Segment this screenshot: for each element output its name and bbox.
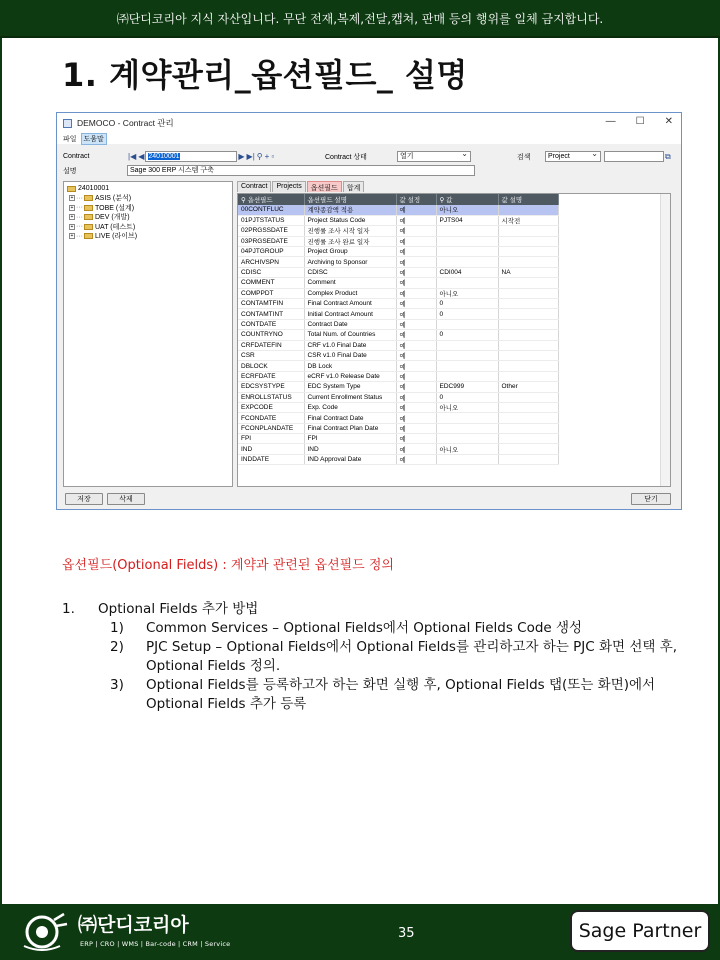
table-row[interactable] <box>238 454 558 464</box>
table-cell[interactable]: 02PRGSSDATE <box>238 226 304 236</box>
table-cell[interactable]: CDI004 <box>436 267 498 277</box>
table-row[interactable] <box>238 434 558 444</box>
table-cell[interactable]: INDDATE <box>238 454 304 464</box>
app-icon <box>63 119 72 128</box>
table-cell[interactable]: 0 <box>436 309 498 319</box>
brand-name: ㈜단디코리아 <box>78 914 189 936</box>
delete-button[interactable]: 삭제 <box>107 493 145 505</box>
steps-list <box>62 600 692 714</box>
table-cell[interactable]: 예 <box>396 226 436 236</box>
table-cell[interactable]: Archiving to Sponsor <box>304 257 396 267</box>
desc-row <box>63 165 475 176</box>
expand-icon[interactable]: + <box>70 214 74 221</box>
tree-item[interactable]: + ··· LIVE (라이브) <box>70 232 138 241</box>
table-cell[interactable]: DBLOCK <box>238 361 304 371</box>
table-cell[interactable]: 예 <box>396 392 436 402</box>
brand-logo-icon <box>20 910 70 954</box>
table-cell[interactable] <box>498 454 558 464</box>
table-cell[interactable]: 아니오 <box>436 205 498 215</box>
sub-step <box>110 619 692 638</box>
table-cell[interactable]: 예 <box>396 309 436 319</box>
table-row[interactable] <box>238 215 558 225</box>
table-cell[interactable]: PJTS04 <box>436 215 498 225</box>
desc-label: 설명 <box>63 167 77 175</box>
table-row[interactable] <box>238 278 558 288</box>
brand-tagline: ERP | CRO | WMS | Bar-code | CRM | Service <box>80 940 231 948</box>
table-cell[interactable]: Total Num. of Countries <box>304 330 396 340</box>
table-row[interactable] <box>238 350 558 360</box>
notice-text: ㈜단디코리아 지식 자산입니다. 무단 전재,복제,전달,캡쳐, 판매 등의 행위를 일체 금지합니다. <box>116 11 604 26</box>
tree-item-label: LIVE (라이브) <box>95 233 138 241</box>
table-cell[interactable]: EDC999 <box>436 382 498 392</box>
table-row[interactable] <box>238 309 558 319</box>
step-main <box>62 600 692 619</box>
table-cell[interactable] <box>498 361 558 371</box>
table-cell[interactable] <box>436 278 498 288</box>
table-cell[interactable] <box>498 319 558 329</box>
table-cell[interactable] <box>498 402 558 412</box>
table-cell[interactable]: 예 <box>396 340 436 350</box>
window-titlebar <box>57 113 681 133</box>
header-value-desc[interactable]: 값 설명 <box>498 194 558 205</box>
table-cell[interactable]: 00CONTFLUC <box>238 205 304 215</box>
table-cell[interactable] <box>498 330 558 340</box>
finder-icon[interactable]: ⚲ <box>256 152 263 161</box>
step-text: Optional Fields 추가 방법 <box>98 601 259 617</box>
table-cell[interactable]: CONTAMTINT <box>238 309 304 319</box>
table-cell[interactable]: Final Contract Plan Date <box>304 423 396 433</box>
header-value[interactable]: ⚲ 값 <box>436 194 498 205</box>
table-cell[interactable]: Current Enrollment Status <box>304 392 396 402</box>
table-cell[interactable]: 진행률 조사 완료 일자 <box>304 236 396 246</box>
table-row[interactable] <box>238 267 558 277</box>
table-cell[interactable] <box>436 257 498 267</box>
table-cell[interactable]: FPI <box>304 434 396 444</box>
table-cell[interactable]: 예 <box>396 361 436 371</box>
table-cell[interactable]: Complex Product <box>304 288 396 298</box>
table-cell[interactable]: 예 <box>396 319 436 329</box>
table-cell[interactable]: 예 <box>396 330 436 340</box>
tree-item-label: TOBE (설계) <box>95 204 135 212</box>
table-cell[interactable]: Final Contract Date <box>304 413 396 423</box>
tree-item[interactable]: + ··· UAT (테스트) <box>70 223 136 231</box>
table-cell[interactable] <box>498 413 558 423</box>
table-cell[interactable]: 계약종감액 적용 <box>304 205 396 215</box>
search-label: 검색 <box>517 153 531 161</box>
tab-optional-fields[interactable]: 옵션필드 <box>307 181 342 192</box>
window-title: DEMOCO - Contract 관리 <box>77 118 174 128</box>
table-cell[interactable]: FCONPLANDATE <box>238 423 304 433</box>
table-cell[interactable]: 예 <box>396 413 436 423</box>
table-cell[interactable]: Final Contract Amount <box>304 299 396 309</box>
table-cell[interactable]: COMPPDT <box>238 288 304 298</box>
table-cell[interactable] <box>436 236 498 246</box>
table-cell[interactable]: eCRF v1.0 Release Date <box>304 371 396 381</box>
contract-row <box>63 151 275 162</box>
header-value-set[interactable]: 값 설정 <box>396 194 436 205</box>
menubar <box>57 133 681 144</box>
sage-partner-badge: Sage Partner <box>570 910 710 952</box>
prev-record-icon[interactable]: ◀ <box>138 152 145 161</box>
table-cell[interactable]: 시작전 <box>498 215 558 225</box>
table-cell[interactable]: IND <box>238 444 304 454</box>
close-button[interactable]: 닫기 <box>631 493 671 505</box>
expand-icon[interactable]: + <box>70 204 74 211</box>
table-cell[interactable]: Project Status Code <box>304 215 396 225</box>
table-cell[interactable]: 01PJTSTATUS <box>238 215 304 225</box>
grid-scrollbar[interactable] <box>660 194 670 486</box>
table-cell[interactable]: Exp. Code <box>304 402 396 412</box>
table-cell[interactable] <box>498 257 558 267</box>
window-controls <box>606 116 673 127</box>
table-cell[interactable]: Contract Date <box>304 319 396 329</box>
table-cell[interactable]: EDCSYSTYPE <box>238 382 304 392</box>
tab-projects[interactable]: Projects <box>272 181 305 192</box>
table-cell[interactable] <box>436 226 498 236</box>
table-cell[interactable]: CDISC <box>238 267 304 277</box>
folder-icon <box>84 214 93 220</box>
definition-line: 옵션필드(Optional Fields) : 계약과 관련된 옵션필드 정의 <box>62 558 394 573</box>
table-cell[interactable]: IND <box>304 444 396 454</box>
table-cell[interactable]: ECRFDATE <box>238 371 304 381</box>
table-cell[interactable]: NA <box>498 267 558 277</box>
page-number: 35 <box>398 926 415 941</box>
table-cell[interactable]: 0 <box>436 330 498 340</box>
table-cell[interactable]: 04PJTGROUP <box>238 247 304 257</box>
table-row[interactable] <box>238 247 558 257</box>
sub-step-text: Optional Fields를 등록하고자 하는 화면 실행 후, Optional Fields 탭(또는 화면)에서 Optional Fields 추가 등록 <box>146 677 656 712</box>
status-select[interactable]: 열기 ⌄ <box>397 151 471 162</box>
search-go-icon[interactable]: ⧉ <box>665 151 671 161</box>
table-cell[interactable]: 예 <box>396 434 436 444</box>
table-cell[interactable]: 예 <box>396 215 436 225</box>
search-row <box>517 151 672 162</box>
table-cell[interactable] <box>498 278 558 288</box>
step-number: 1. <box>62 601 75 617</box>
new-record-icon[interactable]: + <box>264 152 270 161</box>
sub-step-text: PJC Setup – Optional Fields에서 Optional Fields를 관리하고자 하는 PJC 화면 선택 후, Optional Fields 정의. <box>146 639 678 674</box>
header-field-desc[interactable]: 옵션필드 설명 <box>304 194 396 205</box>
save-button[interactable]: 저장 <box>65 493 103 505</box>
project-tree <box>63 181 233 487</box>
table-row[interactable] <box>238 361 558 371</box>
table-cell[interactable]: IND Approval Date <box>304 454 396 464</box>
table-cell[interactable]: 예 <box>396 257 436 267</box>
table-row[interactable] <box>238 236 558 246</box>
table-cell[interactable]: FPI <box>238 434 304 444</box>
last-record-icon[interactable]: ▶| <box>246 152 255 161</box>
table-cell[interactable] <box>436 423 498 433</box>
table-cell[interactable]: Other <box>498 382 558 392</box>
table-cell[interactable]: 아니오 <box>436 444 498 454</box>
table-cell[interactable] <box>436 319 498 329</box>
table-row[interactable] <box>238 392 558 402</box>
tab-strip <box>237 181 365 192</box>
table-cell[interactable] <box>498 205 558 215</box>
table-cell[interactable] <box>436 361 498 371</box>
table-cell[interactable] <box>436 454 498 464</box>
table-row[interactable] <box>238 340 558 350</box>
table-cell[interactable]: 예 <box>396 288 436 298</box>
sub-step-number: 2) <box>110 639 124 655</box>
tab-contract[interactable]: Contract <box>237 181 271 192</box>
table-cell[interactable]: 예 <box>396 236 436 246</box>
table-row[interactable] <box>238 382 558 392</box>
table-row[interactable] <box>238 257 558 267</box>
folder-icon <box>84 224 93 230</box>
table-row[interactable] <box>238 299 558 309</box>
sub-step-number: 1) <box>110 620 124 636</box>
table-row[interactable] <box>238 413 558 423</box>
expand-icon[interactable]: + <box>70 233 74 240</box>
table-cell[interactable] <box>436 350 498 360</box>
table-cell[interactable] <box>498 423 558 433</box>
table-cell[interactable] <box>436 434 498 444</box>
table-cell[interactable]: 아니오 <box>436 402 498 412</box>
contract-value: 24010001 <box>148 153 180 160</box>
tree-root[interactable] <box>67 184 229 194</box>
table-row[interactable] <box>238 402 558 412</box>
table-cell[interactable] <box>498 371 558 381</box>
table-cell[interactable]: 예 <box>396 205 436 215</box>
close-icon[interactable]: ✕ <box>664 116 673 127</box>
table-cell[interactable] <box>498 350 558 360</box>
table-cell[interactable]: FCONDATE <box>238 413 304 423</box>
table-cell[interactable]: 03PRGSEDATE <box>238 236 304 246</box>
table-cell[interactable] <box>498 392 558 402</box>
table-cell[interactable]: EXPCODE <box>238 402 304 412</box>
table-row[interactable] <box>238 371 558 381</box>
tree-item[interactable]: + ··· TOBE (설계) <box>70 204 135 212</box>
contract-window <box>56 112 682 510</box>
table-cell[interactable] <box>436 340 498 350</box>
contract-input[interactable] <box>145 151 237 162</box>
folder-icon <box>84 233 93 239</box>
table-cell[interactable]: 아니오 <box>436 288 498 298</box>
table-row[interactable] <box>238 444 558 454</box>
table-cell[interactable]: 예 <box>396 371 436 381</box>
table-cell[interactable] <box>498 236 558 246</box>
table-cell[interactable]: EDC System Type <box>304 382 396 392</box>
sub-step <box>110 638 692 676</box>
tree-root-label: 24010001 <box>78 185 110 193</box>
table-row[interactable] <box>238 330 558 340</box>
table-cell[interactable]: 예 <box>396 247 436 257</box>
table-cell[interactable]: CONTAMTFIN <box>238 299 304 309</box>
table-row[interactable] <box>238 226 558 236</box>
minimize-icon[interactable]: — <box>605 116 616 127</box>
expand-icon[interactable]: + <box>70 223 74 230</box>
table-cell[interactable]: 0 <box>436 392 498 402</box>
contract-label: Contract <box>63 153 90 160</box>
table-row[interactable] <box>238 205 558 215</box>
notice-bar <box>0 0 720 38</box>
table-cell[interactable]: 예 <box>396 278 436 288</box>
table-cell[interactable]: CONTDATE <box>238 319 304 329</box>
table-cell[interactable]: 예 <box>396 423 436 433</box>
table-cell[interactable] <box>498 309 558 319</box>
table-cell[interactable]: 예 <box>396 299 436 309</box>
table-cell[interactable]: CDISC <box>304 267 396 277</box>
table-cell[interactable] <box>436 371 498 381</box>
status-label: Contract 상태 <box>325 153 367 161</box>
sub-step <box>110 676 692 714</box>
tree-item-label: DEV (개발) <box>95 214 130 222</box>
table-cell[interactable]: Initial Contract Amount <box>304 309 396 319</box>
table-cell[interactable] <box>498 434 558 444</box>
tree-item[interactable]: + ··· ASIS (분석) <box>70 194 132 203</box>
header-optional-field[interactable]: ⚲ 옵션필드 <box>238 194 304 205</box>
table-cell[interactable]: ARCHIVSPN <box>238 257 304 267</box>
maximize-icon[interactable]: ☐ <box>635 116 645 127</box>
table-cell[interactable]: CRF v1.0 Final Date <box>304 340 396 350</box>
table-cell[interactable]: COMMENT <box>238 278 304 288</box>
menu-file[interactable]: 파일 <box>63 135 77 143</box>
optional-fields-grid <box>237 193 671 487</box>
table-cell[interactable] <box>498 444 558 454</box>
folder-icon <box>84 205 93 211</box>
table-row[interactable] <box>238 423 558 433</box>
table-row[interactable] <box>238 288 558 298</box>
tree-item-label: ASIS (분석) <box>95 195 132 203</box>
grid-header-row <box>238 194 558 205</box>
table-row[interactable] <box>238 319 558 329</box>
table-cell[interactable] <box>498 226 558 236</box>
expand-icon[interactable]: + <box>70 195 74 202</box>
menu-help[interactable]: 도움말 <box>81 133 107 145</box>
table-cell[interactable]: 예 <box>396 444 436 454</box>
table-cell[interactable]: 예 <box>396 454 436 464</box>
sub-step-number: 3) <box>110 677 124 693</box>
table-cell[interactable] <box>498 247 558 257</box>
table-cell[interactable] <box>498 288 558 298</box>
table-cell[interactable]: CRFDATEFIN <box>238 340 304 350</box>
table-cell[interactable]: CSR <box>238 350 304 360</box>
table-cell[interactable] <box>498 299 558 309</box>
table-cell[interactable]: Project Group <box>304 247 396 257</box>
table-cell[interactable]: 예 <box>396 382 436 392</box>
table-cell[interactable]: Comment <box>304 278 396 288</box>
tab-totals[interactable]: 합계 <box>343 181 365 192</box>
next-record-icon[interactable]: ▶ <box>238 152 245 161</box>
table-cell[interactable]: CSR v1.0 Final Date <box>304 350 396 360</box>
table-cell[interactable]: COUNTRYNO <box>238 330 304 340</box>
optional-fields-table <box>238 194 559 465</box>
table-cell[interactable]: 예 <box>396 402 436 412</box>
sub-step-text: Common Services – Optional Fields에서 Optional Fields Code 생성 <box>146 620 583 636</box>
first-record-icon[interactable]: |◀ <box>128 152 137 161</box>
table-cell[interactable]: ENROLLSTATUS <box>238 392 304 402</box>
save-icon[interactable]: ▫ <box>271 152 275 161</box>
status-row <box>325 151 471 162</box>
search-input[interactable] <box>604 151 664 162</box>
search-select[interactable]: Project ⌄ <box>545 151 601 162</box>
table-cell[interactable]: 진행률 조사 시작 일자 <box>304 226 396 236</box>
table-cell[interactable]: DB Lock <box>304 361 396 371</box>
table-cell[interactable]: 0 <box>436 299 498 309</box>
table-cell[interactable] <box>498 340 558 350</box>
table-cell[interactable] <box>436 413 498 423</box>
folder-icon <box>84 195 93 201</box>
desc-input[interactable]: Sage 300 ERP 시스템 구축 <box>127 165 475 176</box>
tree-item-label: UAT (테스트) <box>95 223 136 231</box>
page-title: 1. 계약관리_옵션필드_ 설명 <box>62 56 468 94</box>
table-cell[interactable]: 예 <box>396 267 436 277</box>
folder-icon <box>67 186 76 192</box>
table-cell[interactable] <box>436 247 498 257</box>
tree-item[interactable]: + ··· DEV (개발) <box>70 213 130 222</box>
table-cell[interactable]: 예 <box>396 350 436 360</box>
